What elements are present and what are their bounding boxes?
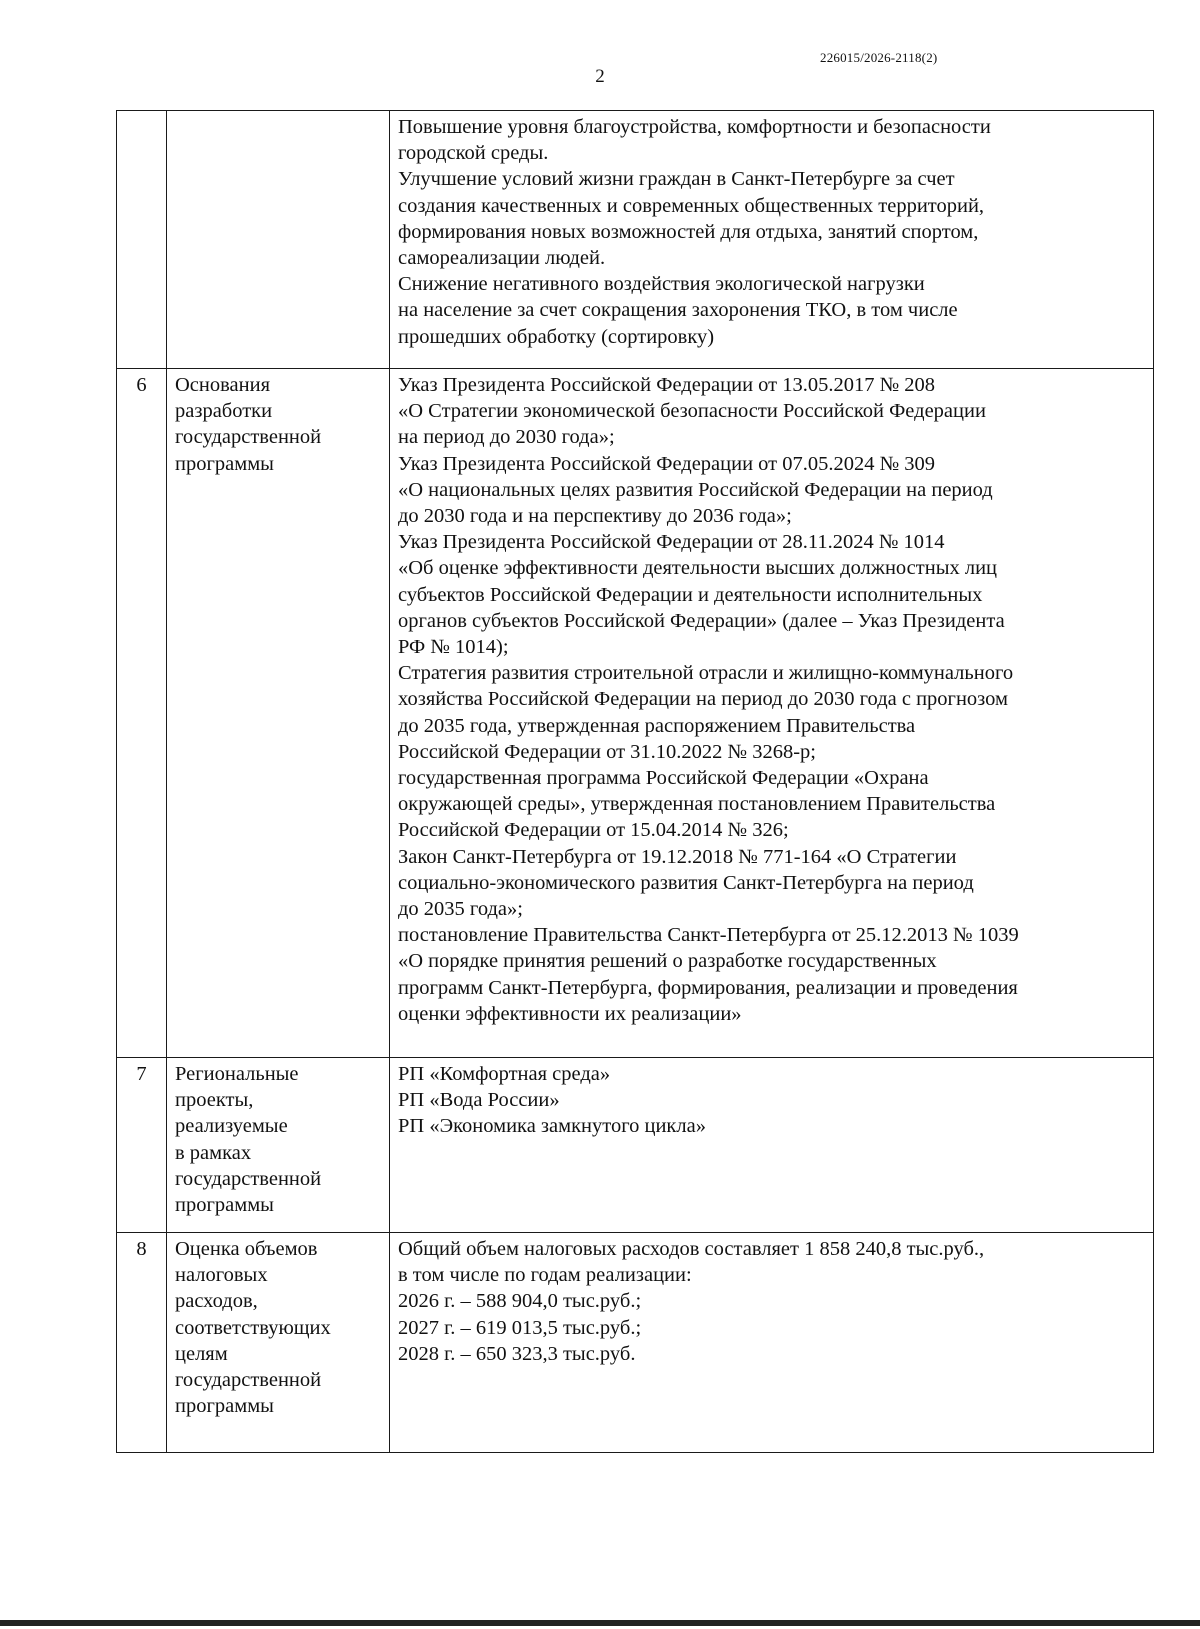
content-line: РФ № 1014); — [398, 636, 509, 659]
scan-edge-bar — [0, 1620, 1200, 1626]
content-line: формирования новых возможностей для отдыха, занятий спортом, — [398, 220, 979, 243]
row-content — [390, 1233, 1154, 1453]
title-line: налоговых — [175, 1264, 268, 1287]
row-title — [167, 369, 390, 1058]
content-line: «О Стратегии экономической безопасности Российской Федерации — [398, 400, 986, 423]
content-line: Закон Санкт-Петербурга от 19.12.2018 № 771-164 «О Стратегии — [398, 845, 957, 868]
content-line: до 2035 года»; — [398, 898, 523, 921]
content-line: РП «Комфортная среда» — [398, 1063, 611, 1085]
content-line: «О порядке принятия решений о разработке государственных — [398, 950, 937, 973]
content-line: окружающей среды», утвержденная постановлением Правительства — [398, 793, 996, 816]
document-id: 226015/2026-2118(2) — [820, 50, 938, 65]
content-line: Общий объем налоговых расходов составляет 1 858 240,8 тыс.руб., — [398, 1238, 985, 1260]
row-title — [167, 1058, 390, 1233]
content-line: на период до 2030 года»; — [398, 426, 615, 449]
content-line: до 2030 года и на перспективу до 2036 года»; — [398, 505, 792, 528]
row-content — [390, 1058, 1154, 1233]
content-line: 2026 г. – 588 904,0 тыс.руб.; — [398, 1290, 642, 1313]
content-line: органов субъектов Российской Федерации» (далее – Указ Президента — [398, 609, 1005, 632]
content-line: Указ Президента Российской Федерации от 28.11.2024 № 1014 — [398, 531, 945, 554]
content-line: создания качественных и современных общественных территорий, — [398, 194, 985, 217]
content-line: социально-экономического развития Санкт-Петербурга на период — [398, 871, 974, 894]
title-line: расходов, — [175, 1290, 258, 1313]
title-line: разработки — [175, 400, 273, 423]
title-line: государственной — [175, 1369, 322, 1392]
title-line: в рамках — [175, 1141, 252, 1164]
title-line: Оценка объемов — [175, 1238, 318, 1260]
title-line: проекты, — [175, 1089, 254, 1112]
row-title — [167, 1233, 390, 1453]
content-line: постановление Правительства Санкт-Петербурга от 25.12.2013 № 1039 — [398, 924, 1019, 947]
content-line: Повышение уровня благоустройства, комфортности и безопасности — [398, 116, 991, 138]
table-row — [117, 1058, 1154, 1233]
row-number: 7 — [117, 1058, 167, 1233]
content-line: на население за счет сокращения захоронения ТКО, в том числе — [398, 299, 958, 322]
content-line: РП «Экономика замкнутого цикла» — [398, 1115, 706, 1138]
content-line: до 2035 года, утвержденная распоряжением Правительства — [398, 714, 916, 737]
content-line: Указ Президента Российской Федерации от 13.05.2017 № 208 — [398, 374, 936, 396]
content-line: прошедших обработку (сортировку) — [398, 325, 715, 348]
content-line: хозяйства Российской Федерации на период до 2030 года с прогнозом — [398, 688, 1008, 711]
content-line: самореализации людей. — [398, 247, 606, 270]
content-line: программ Санкт-Петербурга, формирования, реализации и проведения — [398, 976, 1018, 999]
title-line: программы — [175, 1395, 274, 1418]
content-line: 2028 г. – 650 323,3 тыс.руб. — [398, 1342, 636, 1365]
content-line: Снижение негативного воздействия экологической нагрузки — [398, 273, 925, 296]
row-number — [117, 111, 167, 369]
content-line: в том числе по годам реализации: — [398, 1264, 692, 1287]
content-line: Стратегия развития строительной отрасли и жилищно-коммунального — [398, 662, 1014, 685]
row-number: 6 — [117, 369, 167, 1058]
content-line: государственная программа Российской Федерации «Охрана — [398, 767, 929, 790]
title-line: реализуемые — [175, 1115, 288, 1138]
content-line: Улучшение условий жизни граждан в Санкт-Петербурге за счет — [398, 168, 955, 191]
content-line: Российской Федерации от 15.04.2014 № 326; — [398, 819, 789, 842]
content-line: оценки эффективности их реализации» — [398, 1002, 742, 1025]
table-row — [117, 111, 1154, 369]
title-line: государственной — [175, 1167, 322, 1190]
page-number: 2 — [595, 66, 605, 87]
title-line: программы — [175, 452, 274, 475]
content-line: «Об оценке эффективности деятельности высших должностных лиц — [398, 557, 998, 580]
row-content — [390, 369, 1154, 1058]
content-line: Российской Федерации от 31.10.2022 № 3268-р; — [398, 740, 816, 763]
content-line: субъектов Российской Федерации и деятельности исполнительных — [398, 583, 983, 606]
row-number: 8 — [117, 1233, 167, 1453]
title-line: программы — [175, 1194, 274, 1217]
row-title — [167, 111, 390, 369]
program-passport-table — [116, 110, 1154, 1453]
content-line: РП «Вода России» — [398, 1089, 560, 1112]
content-line: Указ Президента Российской Федерации от 07.05.2024 № 309 — [398, 452, 936, 475]
title-line: Региональные — [175, 1063, 299, 1085]
content-line: «О национальных целях развития Российской Федерации на период — [398, 478, 993, 501]
table-row — [117, 1233, 1154, 1453]
content-line: 2027 г. – 619 013,5 тыс.руб.; — [398, 1316, 642, 1339]
title-line: Основания — [175, 374, 271, 396]
row-content — [390, 111, 1154, 369]
title-line: целям — [175, 1342, 228, 1365]
content-line: городской среды. — [398, 142, 549, 165]
title-line: государственной — [175, 426, 322, 449]
title-line: соответствующих — [175, 1316, 331, 1339]
table-row — [117, 369, 1154, 1058]
